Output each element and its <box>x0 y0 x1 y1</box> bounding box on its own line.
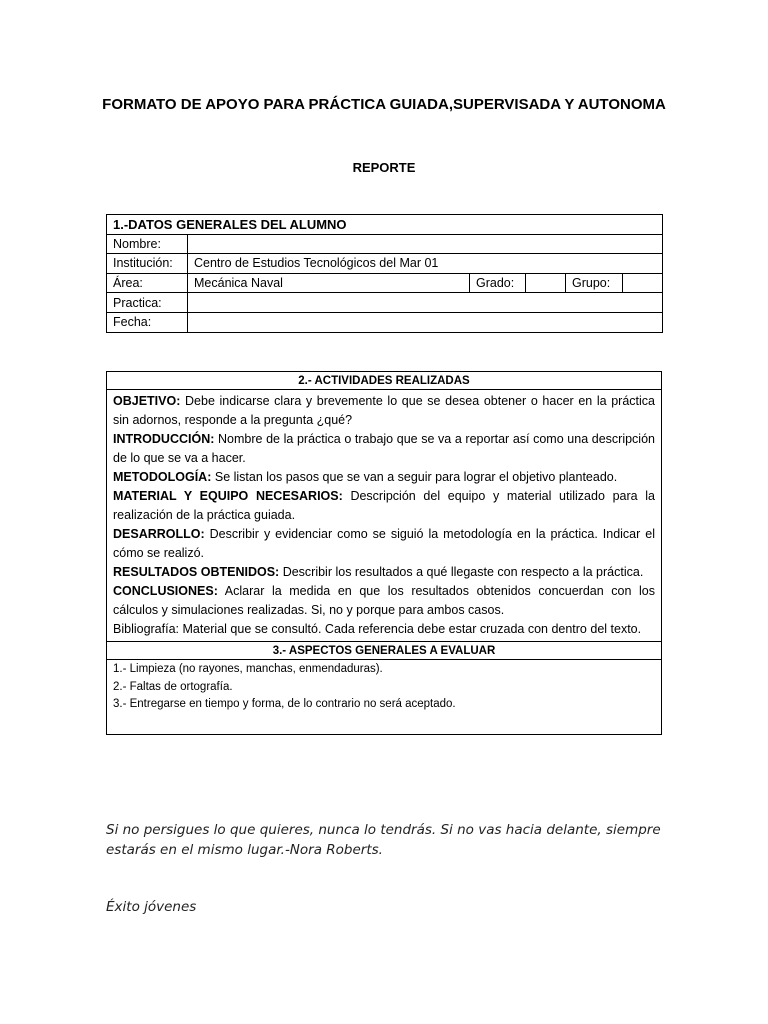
datos-header: 1.-DATOS GENERALES DEL ALUMNO <box>107 215 663 235</box>
grado-label: Grado: <box>470 273 526 293</box>
grupo-field[interactable] <box>623 273 663 293</box>
item-text: Bibliografía: Material que se consultó. Cada referencia debe estar cruzada con dentro del texto. <box>113 622 642 636</box>
practica-field[interactable] <box>188 293 663 313</box>
quote-text: Si no persigues lo que quieres, nunca lo tendrás. Si no vas hacia delante, siempre estarás en el mismo lugar.-Nora Roberts. <box>106 822 661 858</box>
datos-generales-table <box>106 214 663 333</box>
evaluar-body-row <box>107 660 662 735</box>
fecha-field[interactable] <box>188 312 663 332</box>
item-label: MATERIAL Y EQUIPO NECESARIOS: <box>113 489 343 503</box>
item-text: Se listan los pasos que se van a seguir para lograr el objetivo planteado. <box>211 470 618 484</box>
actividades-header-row <box>107 372 662 390</box>
resultados-item <box>113 563 655 582</box>
actividades-body-row <box>107 390 662 642</box>
area-label: Área: <box>107 273 188 293</box>
item-text: Describir y evidenciar como se siguió la metodología en la práctica. Indicar el cómo se realizó. <box>113 527 655 560</box>
item-label: METODOLOGÍA: <box>113 470 212 484</box>
item-text: Describir los resultados a qué llegaste con respecto a la práctica. <box>279 565 644 579</box>
bibliografia-item <box>113 620 655 639</box>
evaluar-header: 3.- ASPECTOS GENERALES A EVALUAR <box>107 642 662 660</box>
document-subtitle: REPORTE <box>352 160 416 175</box>
actividades-content <box>107 390 662 642</box>
datos-header-row <box>107 215 663 235</box>
grado-field[interactable] <box>526 273 566 293</box>
practica-row <box>107 293 663 313</box>
actividades-table <box>106 371 662 735</box>
evaluar-header-row <box>107 642 662 660</box>
list-item: 1.- Limpieza (no rayones, manchas, enmendaduras). <box>113 663 383 675</box>
list-item: 3.- Entregarse en tiempo y forma, de lo contrario no será aceptado. <box>113 698 456 710</box>
institucion-label: Institución: <box>107 254 188 274</box>
material-item <box>113 487 655 525</box>
nombre-field[interactable] <box>188 234 663 254</box>
item-text: Debe indicarse clara y brevemente lo que se desea obtener o hacer en la práctica sin adornos, responde a la pregunta ¿qué? <box>113 394 655 427</box>
fecha-label: Fecha: <box>107 312 188 332</box>
desarrollo-item <box>113 525 655 563</box>
item-label: INTRODUCCIÓN: <box>113 432 215 446</box>
actividades-header: 2.- ACTIVIDADES REALIZADAS <box>107 372 662 390</box>
conclusiones-item <box>113 582 655 620</box>
item-text: Descripción del equipo y material utilizado para la realización de la práctica guiada. <box>113 489 655 522</box>
document-title: FORMATO DE APOYO PARA PRÁCTICA GUIADA,SUPERVISADA Y AUTONOMA <box>102 96 666 113</box>
item-label: OBJETIVO: <box>113 394 181 408</box>
item-text: Aclarar la medida en que los resultados obtenidos concuerdan con los cálculos y simulaciones realizadas. Si, no y porque para ambos casos. <box>113 584 655 617</box>
item-label: DESARROLLO: <box>113 527 205 541</box>
grupo-label: Grupo: <box>566 273 623 293</box>
list-item: 2.- Faltas de ortografía. <box>113 680 233 693</box>
area-field[interactable]: Mecánica Naval <box>188 273 470 293</box>
closing-text: Éxito jóvenes <box>106 899 197 915</box>
evaluar-content <box>107 660 662 735</box>
area-row <box>107 273 663 293</box>
item-label: RESULTADOS OBTENIDOS: <box>113 565 280 579</box>
practica-label: Practica: <box>107 293 188 313</box>
nombre-row <box>107 234 663 254</box>
institucion-field[interactable]: Centro de Estudios Tecnológicos del Mar 01 <box>188 254 663 274</box>
nombre-label: Nombre: <box>107 234 188 254</box>
objetivo-item <box>113 392 655 430</box>
item-text: Nombre de la práctica o trabajo que se va a reportar así como una descripción de lo que se va a hacer. <box>113 432 655 465</box>
fecha-row <box>107 312 663 332</box>
institucion-row <box>107 254 663 274</box>
metodologia-item <box>113 468 655 487</box>
item-label: CONCLUSIONES: <box>113 584 218 598</box>
introduccion-item <box>113 430 655 468</box>
